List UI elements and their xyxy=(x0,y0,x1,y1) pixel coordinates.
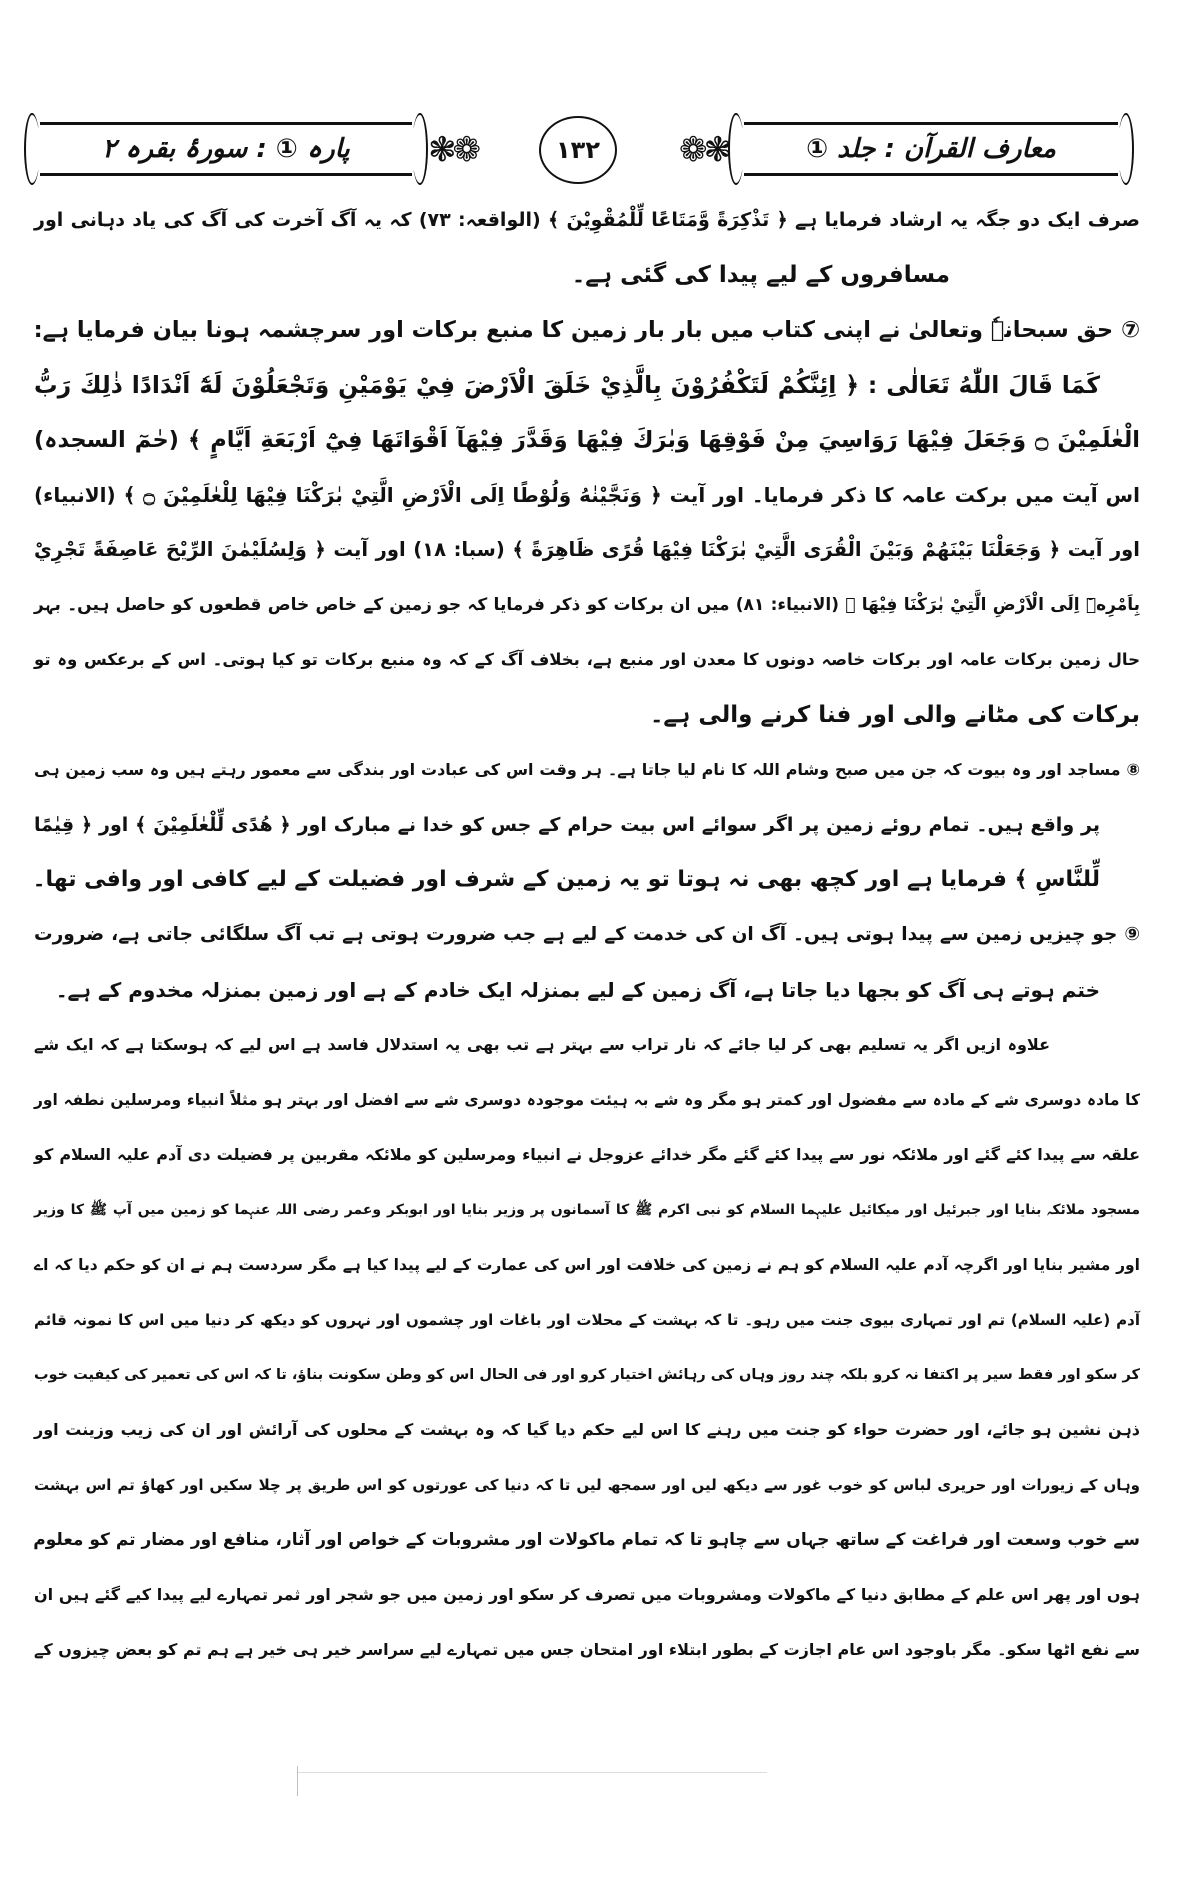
text-line: وہاں کے زیورات اور حریری لباس کو خوب غور سے دیکھ لیں اور سمجھ لیں تا کہ دنیا کی عورتوں کو اس طریق پر چلا سکیں اور کھاؤ تم اس بہشت xyxy=(34,1476,1140,1494)
text-line: ہوں اور پھر اس علم کے مطابق دنیا کے ماکولات ومشروبات میں تصرف کر سکو اور زمین میں جو شجر اور ثمر تمہارے لیے پیدا کیے گئے ہیں ان xyxy=(34,1585,1140,1604)
text-line: ⑨ جو چیزیں زمین سے پیدا ہوتی ہیں۔ آگ ان کی خدمت کے لیے ہے جب ضرورت ہوتی ہے تب آگ سلگائی جاتی ہے، ضرورت xyxy=(34,924,1140,945)
text-line: علقہ سے پیدا کئے گئے اور ملائکہ نور سے پیدا کئے گئے مگر خدائے عزوجل نے انبیاء ومرسلین کو ملائکہ مقربین پر فضیلت دی آدم علیہ السلام کو xyxy=(34,1145,1140,1164)
text-line: کر سکو اور فقط سیر پر اکتفا نہ کرو بلکہ چند روز وہاں کی رہائش اختیار کرو اور فی الحال اس کو وطن سکونت بناؤ، تا کہ اس کی تعمیر کی کیفیت خوب xyxy=(34,1367,1140,1383)
quran-verse-line: كَمَا قَالَ اللّٰهُ تَعَالٰی : ﴿ اِئِنَّكُمْ لَتَكْفُرُوْنَ بِالَّذِيْ خَلَقَ الْاَرْضَ فِيْ يَوْمَيْنِ وَتَجْعَلُوْنَ لَهٗٓ اَنْدَادًا ذٰلِكَ رَبُّ xyxy=(34,371,1100,399)
text-line: پر واقع ہیں۔ تمام روئے زمین پر اگر سوائے اس بیت حرام کے جس کو خدا نے مبارک اور ﴿ هُدًى لِّلْعٰلَمِيْنَ ﴾ اور ﴿ قِيٰمًا xyxy=(34,814,1100,836)
text-line: ⑧ مساجد اور وہ بیوت کہ جن میں صبح وشام اللہ کا نام لیا جاتا ہے۔ ہر وقت اس کی عبادت اور بندگی سے معمور رہتے ہیں وہ سب زمین ہی xyxy=(34,760,1140,779)
text-line: اس آیت میں برکت عامہ کا ذکر فرمایا۔ اور آیت ﴿ وَنَجَّيْنٰهُ وَلُوْطًا اِلَى الْاَرْضِ الَّتِيْ بٰرَكْنَا فِيْهَا لِلْعٰلَمِيْنَ ۝ ﴾ (الانبیاء) xyxy=(34,483,1141,507)
text-line: صرف ایک دو جگہ یہ ارشاد فرمایا ہے ﴿ تَذْكِرَةً وَّمَتَاعًا لِّلْمُقْوِيْنَ ﴾ (الواقعہ: ۷۳) کہ یہ آگ آخرت کی آگ کی یاد دہانی اور xyxy=(34,209,1140,231)
scan-artifact-tick xyxy=(297,1766,298,1796)
section-box xyxy=(40,122,412,176)
text-line: بِاَمْرِهٖٓ اِلَى الْاَرْضِ الَّتِيْ بٰرَكْنَا فِيْهَا ﴾ (الانبیاء: ۸۱) میں ان برکات کو ذکر فرمایا کہ جو زمین کے خاص خاص قطعوں کو حاصل ہیں۔ بہر xyxy=(34,595,1140,615)
section-label: پارہ ① : سورۂ بقرہ ۲ xyxy=(102,134,350,164)
text-line: سے خوب وسعت اور فراغت کے ساتھ جہاں سے چاہو تا کہ تمام ماکولات اور مشروبات کے خواص اور آثار، منافع اور مضار تم کو معلوم xyxy=(33,1530,1140,1550)
quran-verse-line: الْعٰلَمِيْنَ ۝ وَجَعَلَ فِيْهَا رَوَاسِيَ مِنْ فَوْقِهَا وَبٰرَكَ فِيْهَا وَقَدَّرَ فِيْهَآ اَقْوَاتَهَا فِيْٓ اَرْبَعَةِ اَيَّامٍ ﴾ (حٰمٓ السجدہ) xyxy=(34,427,1140,453)
book-title-box xyxy=(744,122,1118,176)
text-line: مسجود ملائکہ بنایا اور جبرئیل اور میکائیل علیہما السلام کو نبی اکرم ﷺ کا آسمانوں پر وزیر بنایا اور ابوبکر وعمر رضی اللہ عنہما کو زمین میں آپ ﷺ کا وزیر xyxy=(34,1202,1140,1218)
text-line: ⑦ حق سبحانہٗ وتعالیٰ نے اپنی کتاب میں بار بار زمین کا منبع برکات اور سرچشمہ ہونا بیان فرمایا ہے: xyxy=(33,317,1140,343)
arabesque-ornament-icon: ❁❃ xyxy=(679,130,728,170)
book-title: معارف القرآن : جلد ① xyxy=(806,134,1056,164)
text-line: ذہن نشین ہو جائے، اور حضرت حواء کو جنت میں رہنے کا اس لیے حکم دیا گیا کہ وہ بہشت کے محلوں کی آرائش اور ان کی زیب وزینت اور xyxy=(34,1420,1140,1439)
text-line: آدم (علیہ السلام) تم اور تمہاری بیوی جنت میں رہو۔ تا کہ بہشت کے محلات اور باغات اور چشموں اور نہروں کو دیکھ کر دنیا میں اس کا نمونہ قائم xyxy=(34,1311,1140,1329)
page-number-circle xyxy=(539,116,617,184)
text-line: علاوہ ازیں اگر یہ تسلیم بھی کر لیا جائے کہ نار تراب سے بہتر ہے تب بھی یہ استدلال فاسد ہے اس لیے کہ ہوسکتا ہے کہ ایک شے xyxy=(34,1035,1050,1054)
text-line: لِّلنَّاسِ ﴾ فرمایا ہے اور کچھ بھی نہ ہوتا تو یہ زمین کے شرف اور فضیلت کے لیے کافی اور وافی تھا۔ xyxy=(32,867,1100,892)
text-line: مسافروں کے لیے پیدا کی گئی ہے۔ xyxy=(571,262,950,288)
text-line: ختم ہوتے ہی آگ کو بجھا دیا جاتا ہے، آگ زمین کے لیے بمنزلہ ایک خادم کے ہے اور زمین بمنزلہ مخدوم کے ہے۔ xyxy=(55,978,1100,1002)
text-line: اور مشیر بنایا اور اگرچہ آدم علیہ السلام کو ہم نے زمین کی خلافت اور اس کی عمارت کے لیے پیدا کیا ہے مگر سردست ہم نے ان کو حکم دیا کہ اے xyxy=(34,1256,1140,1274)
page-number-ornament xyxy=(428,118,728,182)
text-line: حال زمین برکات عامہ اور برکات خاصہ دونوں کا معدن اور منبع ہے، بخلاف آگ کے کہ وہ منبع برکات تو کیا ہوتی۔ اس کے برعکس وہ تو xyxy=(34,650,1140,669)
scan-artifact-rule xyxy=(297,1772,767,1773)
text-line: برکات کی مٹانے والی اور فنا کرنے والی ہے۔ xyxy=(649,702,1140,728)
text-line: اور آیت ﴿ وَجَعَلْنَا بَيْنَهُمْ وَبَيْنَ الْقُرَى الَّتِيْ بٰرَكْنَا فِيْهَا قُرًى ظَاهِرَةً ﴾ (سبا: ۱۸) اور آیت ﴿ وَلِسُلَيْمٰنَ الرِّيْحَ عَاصِفَةً تَجْرِيْ xyxy=(34,538,1140,561)
arabesque-ornament-icon: ❃❁ xyxy=(428,130,477,170)
text-line: کا مادہ دوسری شے کے مادہ سے مفضول اور کمتر ہو مگر وہ شے بہ ہیئت موجودہ دوسری شے سے افضل اور بہتر ہو مثلاً انبیاء ومرسلین نطفہ اور xyxy=(34,1091,1140,1109)
page-number: ۱۳۲ xyxy=(556,136,600,164)
text-line: سے نفع اٹھا سکو۔ مگر باوجود اس عام اجازت کے بطور ابتلاء اور امتحان جس میں تمہارے لیے سراسر خیر ہی خیر ہے ہم تم کو بعض چیزوں کے xyxy=(34,1640,1140,1659)
